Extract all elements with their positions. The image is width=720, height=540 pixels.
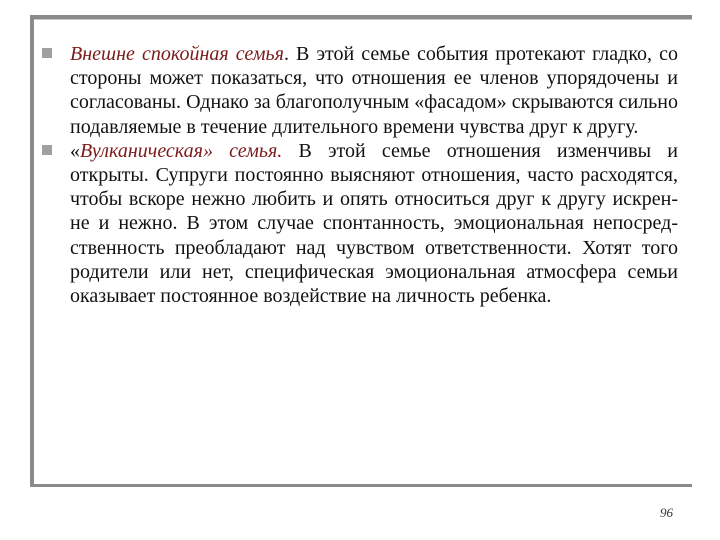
slide-frame-top-shadow [30, 19, 692, 20]
bullet-item-calm-family [38, 42, 678, 139]
square-bullet-icon [42, 145, 52, 155]
page-number: 96 [660, 505, 673, 520]
open-quote: « [70, 139, 80, 162]
term-calm-family: Внешне спокойная семья [70, 43, 284, 65]
paragraph-volcanic-family: В этой семье отношения изменчивы и открыты. Супруги постоянно выясняют отношения, часто расходятся, чтобы вскоре нежно любить и опять относиться друг к другу искрен-не и нежно. В этом случае спонтанность, эмоциональная непосред-ственность преобладают над чувством ответственности. Хотят того родители или нет, специфическая эмоциональная атмосфера семьи оказывает постоянное воздействие на личность ребенка. [70, 139, 678, 308]
slide-frame-bottom-rule [30, 484, 692, 487]
square-bullet-icon [42, 48, 52, 58]
bullet-item-volcanic-family [38, 139, 678, 308]
slide-body [38, 42, 678, 308]
slide-frame-left-rule [30, 15, 34, 485]
paragraph-calm-family: . В этой семье события протекают гладко, со стороны может показаться, что отношения ее членов упорядочены и согласованы. Однако за благополучным «фасадом» скрываются сильно подавляемые в течение длительного времени чувства друг к другу. [70, 43, 678, 138]
term-volcanic-family: Вулканическая» семья. [80, 139, 283, 162]
